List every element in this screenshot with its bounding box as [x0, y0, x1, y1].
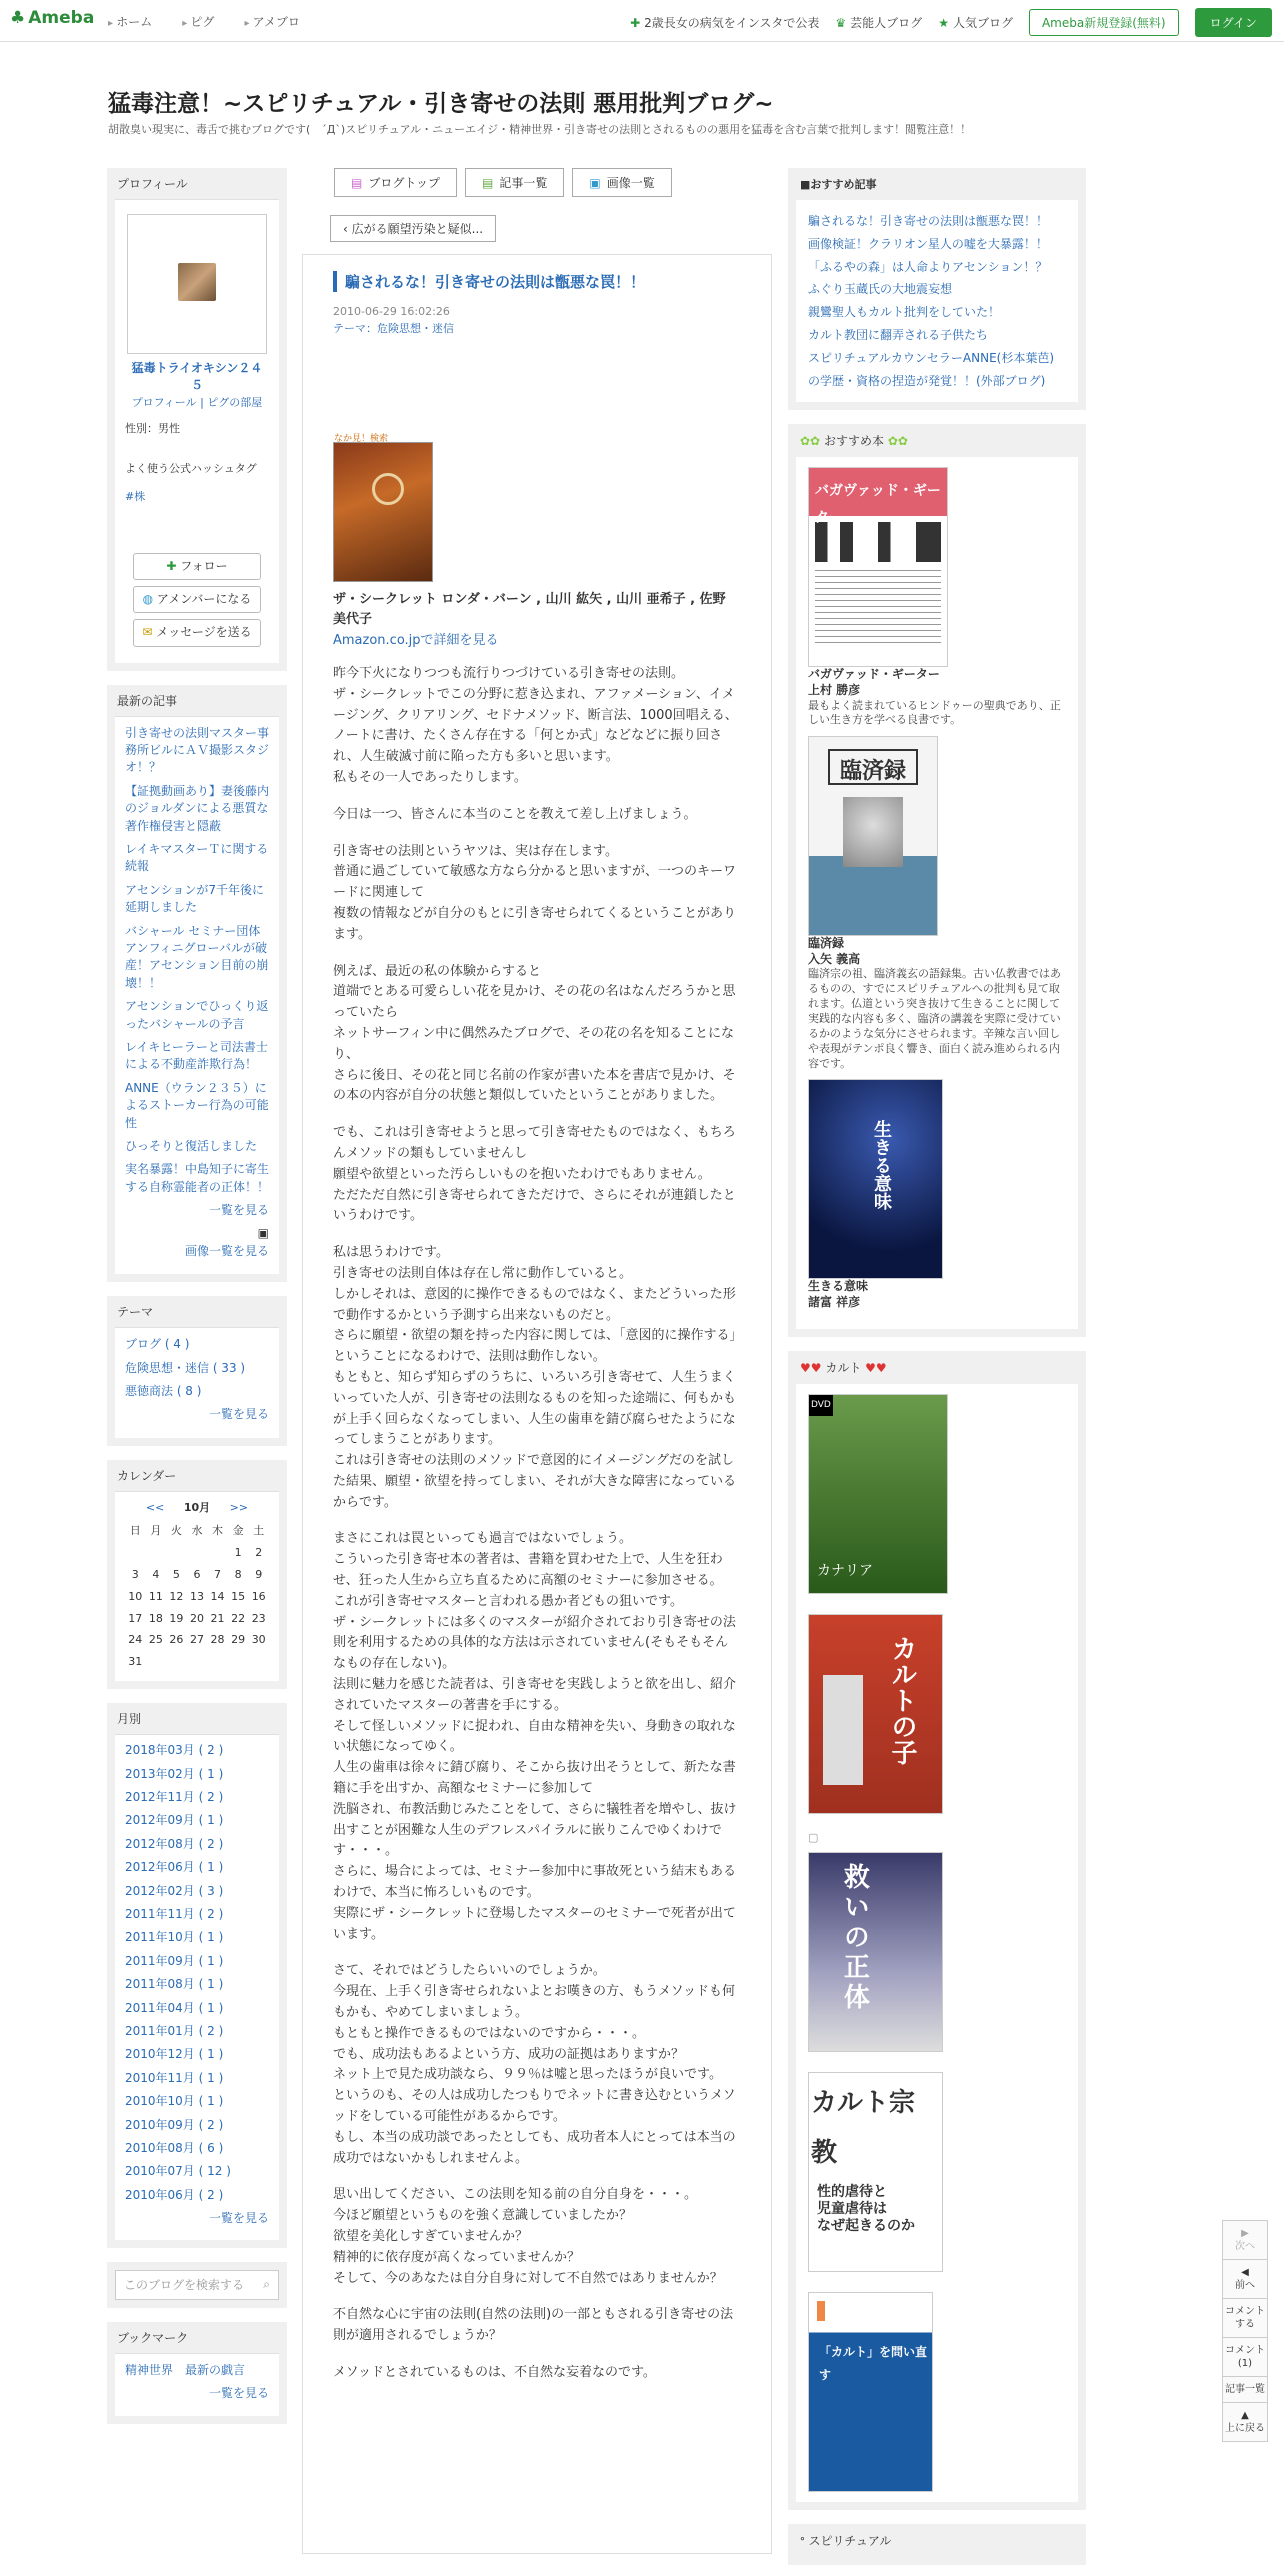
- calendar-day: [207, 1542, 228, 1564]
- theme-link[interactable]: 悪徳商法 ( 8 ): [125, 1384, 202, 1399]
- theme-more-link[interactable]: 一覧を見る: [208, 1407, 269, 1422]
- book-item: [808, 467, 1066, 728]
- calendar-day: 12: [169, 1589, 184, 1603]
- article-paragraph: でも、これは引き寄せようと思って引き寄せたものではなく、もちろんメソッドの類もしていませんし 願望や欲望といった汚らしいものを抱いたわけでもありません。 ただただ自然に引き寄せられてきただけで、さらにそれが連鎖したというわけです。: [333, 1125, 736, 1224]
- recent-more-wrap: [125, 1202, 269, 1219]
- monthly-archive-link[interactable]: 2013年02月 ( 1 ): [125, 1766, 224, 1781]
- calendar-weekday: 木: [212, 1523, 224, 1537]
- recommend-box: [788, 168, 1086, 410]
- article-body: [333, 664, 741, 2384]
- calendar-day: 28: [210, 1633, 225, 1647]
- bookmark-link[interactable]: 精神世界 最新の戯言: [125, 2362, 246, 2377]
- cult-heading: ♥♥ カルト ♥♥: [800, 1360, 887, 1375]
- calendar-day: 30: [251, 1633, 266, 1647]
- recommend-heading: ■おすすめ記事: [800, 178, 877, 191]
- monthly-archive-link[interactable]: 2011年08月 ( 1 ): [125, 1977, 224, 1992]
- theme-link[interactable]: ブログ ( 4 ): [125, 1337, 190, 1352]
- calendar-weekday: 水: [191, 1523, 203, 1537]
- cult-box: [788, 1351, 1086, 2511]
- recommended-article-link[interactable]: ふぐり玉蔵氏の大地震妄想: [808, 282, 953, 297]
- calendar-day: [228, 1651, 249, 1673]
- calendar-prev[interactable]: <<: [145, 1500, 165, 1514]
- monthly-archive-link[interactable]: 2012年09月 ( 1 ): [125, 1813, 224, 1828]
- recent-article-link[interactable]: バシャール セミナー団体アンフィニグローバルが破産！アセンション目前の崩壊！！: [125, 923, 269, 990]
- popular-blog-link[interactable]: ★ 人気ブログ: [938, 15, 1013, 30]
- tab-blog-top[interactable]: ▤ ブログトップ: [334, 168, 457, 197]
- cat-photo: [178, 263, 216, 301]
- calendar-day: [207, 1651, 228, 1673]
- image-more-wrap: [125, 1225, 269, 1260]
- theme-list: [115, 1328, 279, 1438]
- books-heading: ✿✿ おすすめ本 ✿✿: [800, 434, 908, 449]
- profile-heading: プロフィール: [115, 168, 279, 200]
- cult-cover-kodomo[interactable]: カルトの子: [808, 1614, 943, 1814]
- monthly-box: [107, 1703, 287, 2247]
- calendar-weekday: 火: [170, 1523, 182, 1537]
- monthly-archive-link[interactable]: 2011年01月 ( 2 ): [125, 2024, 224, 2038]
- monthly-more-wrap: [125, 2211, 269, 2225]
- crown-icon: ♛: [835, 15, 847, 30]
- calendar-weekday: 金: [232, 1523, 244, 1537]
- theme-box: [107, 1296, 287, 1446]
- calendar-day: 1: [234, 1545, 242, 1559]
- calendar-day: 16: [251, 1589, 266, 1603]
- book-cover-gita[interactable]: バガヴァッド・ギーター: [808, 467, 948, 667]
- cult-cover-sukui[interactable]: 救いの正体: [808, 1852, 943, 2052]
- tab-image-list[interactable]: ▣ 画像一覧: [572, 168, 671, 197]
- calendar-day: [146, 1542, 167, 1564]
- calendar-day: 21: [210, 1611, 225, 1625]
- calendar-day: 15: [231, 1589, 246, 1603]
- article-date: 2010-06-29 16:02:26: [333, 305, 450, 318]
- recommended-article-link[interactable]: スピリチュアルカウンセラーANNE(杉本葉芭): [808, 350, 1055, 365]
- bookmark-more[interactable]: 一覧を見る: [208, 2385, 269, 2400]
- chevron-left-icon: ‹: [343, 222, 352, 236]
- recommended-article-link[interactable]: 騙されるな！引き寄せの法則は甑悪な罠！！: [808, 214, 1049, 228]
- calendar-day: 3: [131, 1567, 139, 1581]
- article-paragraph: 不自然な心に宇宙の法則(自然の法則)の一部ともされる引き寄せの法則が適用されるでしょうか？: [333, 2307, 734, 2344]
- image-list-icon: ▣: [257, 1226, 269, 1241]
- ameba-logo[interactable]: ♣ Ameba: [10, 8, 95, 28]
- calendar-day: [146, 1651, 167, 1673]
- article-paragraph: 引き寄せの法則というヤツは、実は存在します。 普通に過ごしていて敏感な方なら分かると思いますが、一つのキーワードに関連して 複数の情報などが自分のもとに引き寄せられてくるということがあります。: [333, 843, 737, 942]
- mail-icon: ✉: [142, 625, 157, 640]
- monthly-archive-link[interactable]: 2010年10月 ( 1 ): [125, 2094, 224, 2109]
- recommended-article-link[interactable]: 画像検証！クラリオン星人の嘘を大暴露！！: [808, 236, 1048, 251]
- recent-article-link[interactable]: レイキヒーラーと司法書士による不動産詐欺行為！: [125, 1039, 268, 1072]
- theme-link[interactable]: 危険思想・迷信 ( 33 ): [125, 1360, 246, 1375]
- spiritual-heading: ᐤ スピリチュアル: [800, 2534, 892, 2549]
- amember-button[interactable]: ◍ アメンバーになる: [133, 586, 261, 613]
- calendar-day: [166, 1651, 187, 1673]
- article-paragraph: 私は思うわけです。 引き寄せの法則自体は存在し常に動作していると。 しかしそれは、意図的に操作できるものではなく、またどういった形で動作するかという予測すら出来ないものだと。 さらに願望・欲望の類を持った内容に関しては、「意図的に操作する」ということになるわけで、法則は動作しない。 もともと、知らず知らずのうちに、いろいろ引き寄せて、人生うまくいっていた人が、引き寄せの法則なるものを知った途端に、何もかもが上手く回らなくなってしまい、人生の歯車を錆び腐らせたようになってしまうことがあります。 これは引き寄せの法則のメソッドで意図的にイメージングだのを試した結果、願望・欲望を持ってしまい、それが大きな障害になっているからです。: [333, 1245, 737, 1510]
- hashtag-label: よく使う公式ハッシュタグ: [125, 461, 257, 475]
- book-item: [808, 736, 1066, 1071]
- monthly-archive-link[interactable]: 2010年12月 ( 1 ): [125, 2047, 224, 2062]
- tab-article-list[interactable]: ▤ 記事一覧: [465, 168, 564, 197]
- profile-links[interactable]: プロフィール | ピグの部屋: [131, 395, 263, 409]
- calendar-day: 10: [128, 1589, 143, 1603]
- calendar-day: [187, 1542, 208, 1564]
- leaf-icon: ✿✿: [800, 434, 824, 449]
- calendar-day: 5: [172, 1567, 180, 1581]
- book-desc-rinzai: 臨済宗の祖、臨済義玄の語録集。古い仏教書ではあるものの、すでにスピリチュアルへの批判も見て取れます。仏道という突き抜けて生きることに関して実践的な内容も多く、臨済の講義を実際に受けているかのような気分にさせられます。辛辣な言い回しや表現がテンポ良く響き、面白く読み進められる内容です。: [808, 967, 1061, 1070]
- recent-heading: 最新の記事: [115, 685, 279, 717]
- global-header: [0, 0, 1284, 42]
- calendar-month: 10月: [183, 1500, 211, 1514]
- calendar-day: 17: [128, 1611, 143, 1625]
- prev-button[interactable]: ◀ 前へ: [1223, 2260, 1267, 2299]
- nav-home[interactable]: ▸ ホーム: [108, 13, 152, 30]
- message-button[interactable]: ✉ メッセージを送る: [133, 619, 261, 646]
- search-box: [107, 2262, 287, 2308]
- chat-icon: ◍: [142, 591, 157, 606]
- book-cover[interactable]: [333, 434, 433, 582]
- article-paragraph: まさにこれは罠といっても過言ではないでしょう。 こういった引き寄せ本の著者は、書籍を買わせた上で、人生を狂わせ、狂った人生から立ち直るために高額のセミナーに参加させる。 これが引き寄せマスターと言われる愚か者どもの狙いです。 ザ・シークレットには多くのマスターが紹介されており引き寄せの法則を利用するための具体的な方法は示されていません(そもそもそんなもの存在しない)。 法則に魅力を感じた読者は、引き寄せを実践しようと欲を出し、紹介されていたマスターの著書を手にする。 そして怪しいメソッドに捉われ、自由な精神を失い、身動きの取れない状態になってゆく。 人生の歯車は徐々に錆び腐り、そこから抜け出そうとして、新たな書籍に手を出すか、高額なセミナーに参加して 洗脳され、布教活動じみたことをして、さらに犠牲者を増やし、抜け出すことが困難な人生のデフレスパイラルに嵌りこんでゆくわけです・・・。 さらに、場合によっては、セミナー参加中に事故死という結末もあるわけで、本当に怖ろしいものです。 実際にザ・シークレットに登場したマスターのセミナーで死者が出ています。: [333, 1531, 737, 1942]
- recent-article-link[interactable]: アセンションが7千年後に延期しました: [125, 882, 264, 915]
- article: [302, 254, 772, 2554]
- monthly-archive-link[interactable]: 2011年11月 ( 2 ): [125, 1907, 224, 1922]
- monthly-archive-link[interactable]: 2012年06月 ( 1 ): [125, 1860, 224, 1875]
- pin-icon: ♥♥: [800, 1360, 826, 1375]
- calendar-day: 24: [128, 1633, 143, 1647]
- theme-heading: テーマ: [115, 1296, 279, 1328]
- monthly-archive-link[interactable]: 2011年10月 ( 1 ): [125, 1930, 224, 1945]
- books-box: [788, 424, 1086, 1336]
- book-cover-ikiru[interactable]: 生きる意味: [808, 1079, 943, 1279]
- calendar-day: 19: [169, 1611, 184, 1625]
- star-icon: ★: [938, 15, 949, 30]
- recommended-article-link[interactable]: 「ふるやの森」は人命よりアセンション！？: [808, 259, 1048, 274]
- monthly-archive-link[interactable]: 2010年08月 ( 6 ): [125, 2140, 224, 2155]
- avatar[interactable]: [127, 214, 267, 354]
- global-nav: [108, 13, 300, 30]
- amazon-link[interactable]: Amazon.co.jpで詳細を見る: [333, 633, 499, 648]
- calendar-weekday: 日: [129, 1523, 141, 1537]
- comment-button[interactable]: コメントする: [1223, 2299, 1267, 2338]
- recommended-article-link[interactable]: 親鸞聖人もカルト批判をしていた！: [808, 305, 1001, 320]
- calendar-day: 18: [148, 1611, 163, 1625]
- article-paragraph: 昨今下火になりつつも流行りつづけている引き寄せの法則。 ザ・シークレットでこの分野に惹き込まれ、アファメーション、イメージング、クリアリング、セドナメソッド、断言法、1000回唱える、ノートに書け、たくさん存在する「何とか式」などなどに振り回され、人生破滅寸前に陥った方も多いと思います。 私もその一人であったりします。: [333, 666, 738, 785]
- book-item: [808, 1079, 1066, 1310]
- list-icon: ▤: [481, 175, 494, 190]
- book-desc-gita: 最もよく読まれているヒンドゥーの聖典であり、正しい生き方を学べる良書です。: [808, 698, 1061, 727]
- monthly-archive-link[interactable]: 2012年08月 ( 2 ): [125, 1836, 224, 1851]
- monthly-archive-link[interactable]: 2011年04月 ( 1 ): [125, 2000, 224, 2015]
- recommended-article-link[interactable]: カルト教団に翻弄される子供たち: [808, 327, 989, 342]
- nav-pigg[interactable]: ▸ ピグ: [182, 13, 214, 30]
- calendar-day: [248, 1651, 269, 1673]
- calendar-day: 14: [210, 1589, 225, 1603]
- halo-icon: ᐤ: [800, 2534, 809, 2549]
- calendar-day: 31: [128, 1655, 143, 1669]
- spiritual-box: [788, 2524, 1086, 2565]
- calendar-day: 6: [193, 1567, 201, 1581]
- login-button[interactable]: ログイン: [1195, 8, 1272, 37]
- article-theme[interactable]: テーマ：危険思想・迷信: [333, 321, 454, 335]
- bookmark-heading: ブックマーク: [115, 2322, 279, 2354]
- comment-count-link[interactable]: コメント(1): [1223, 2338, 1267, 2377]
- calendar-day: 8: [234, 1567, 242, 1581]
- plus-icon: ✚: [630, 15, 641, 30]
- recent-more-link[interactable]: 一覧を見る: [208, 1203, 269, 1218]
- book-title-gita[interactable]: バガヴァッド・ギーター 上村 勝彦: [808, 667, 940, 697]
- profile-box: [107, 168, 287, 671]
- monthly-heading: 月別: [115, 1703, 279, 1735]
- calendar-day: 23: [251, 1611, 266, 1625]
- profile-gender: 性別：男性: [125, 421, 180, 435]
- monthly-archive-link[interactable]: 2012年02月 ( 3 ): [125, 1883, 224, 1898]
- monthly-archive-link[interactable]: 2018年03月 ( 2 ): [125, 1743, 224, 1758]
- cult-cover-canaria[interactable]: カナリア DVD: [808, 1394, 948, 1594]
- book-title-rinzai[interactable]: 臨済録 入矢 義高: [808, 936, 861, 966]
- calendar-day: 27: [189, 1633, 204, 1647]
- monthly-archive-link[interactable]: 2012年11月 ( 2 ): [125, 1790, 224, 1805]
- follow-button[interactable]: ✚ フォロー: [133, 553, 261, 580]
- calendar-day: 7: [214, 1567, 222, 1581]
- calendar-day: [187, 1651, 208, 1673]
- calendar-day: 11: [148, 1589, 163, 1603]
- calendar-day: 2: [255, 1545, 263, 1559]
- ameba-logo-icon: ♣: [10, 8, 26, 28]
- book-title-ikiru[interactable]: 生きる意味 諸富 祥彦: [808, 1279, 869, 1309]
- leaf-icon: ✿✿: [884, 434, 908, 449]
- bookmark-box: [107, 2322, 287, 2425]
- celebrity-blog-link[interactable]: ♛ 芸能人ブログ: [835, 15, 923, 30]
- next-button[interactable]: ▶ 次へ: [1223, 2221, 1267, 2260]
- recent-article-link[interactable]: 実名暴露！中島知子に寄生する自称霊能者の正体！！: [125, 1162, 270, 1194]
- calendar-day: 25: [148, 1633, 163, 1647]
- look-inside-badge: なか見！検索: [334, 434, 389, 444]
- broken-image-icon: ▢: [808, 1830, 819, 1844]
- theme-more-wrap: [125, 1406, 269, 1423]
- hashtag-link[interactable]: #株: [125, 489, 146, 503]
- monthly-archive-link[interactable]: 2010年07月 ( 12 ): [125, 2164, 231, 2179]
- article-paragraph: 今日は一つ、皆さんに本当のことを教えて差し上げましょう。: [333, 806, 697, 822]
- calendar-day: 29: [231, 1633, 246, 1647]
- calendar-day: 4: [152, 1567, 160, 1581]
- profile-name[interactable]: 猛毒トライオキシン２４５: [131, 361, 263, 393]
- calendar-weekday: 土: [253, 1523, 265, 1537]
- recent-article-link[interactable]: 【証拠動画あり】妻後藤内のジョルダンによる悪質な著作権侵害と隠蔽: [125, 783, 270, 833]
- calendar-box: [107, 1460, 287, 1690]
- book-title: ザ・シークレット ロンダ・バーン , 山川 紘矢 , 山川 亜希子 , 佐野 美代子: [333, 592, 726, 627]
- calendar-day: 22: [231, 1611, 246, 1625]
- calendar-day: 26: [169, 1633, 184, 1647]
- prev-article-button[interactable]: ‹ 広がる願望汚染と疑似...: [330, 215, 496, 242]
- recent-list: [115, 717, 279, 1275]
- recent-article-link[interactable]: 引き寄せの法則マスター事務所ビルにＡＶ撮影スタジオ！？: [125, 725, 270, 775]
- calendar-day: [166, 1542, 187, 1564]
- calendar-next[interactable]: >>: [229, 1500, 249, 1514]
- recent-article-link[interactable]: レイキマスターＴに関する続報: [125, 842, 269, 874]
- article-list-button[interactable]: 記事一覧: [1223, 2377, 1267, 2403]
- cult-cover-toinaosu[interactable]: 「カルト」を問い直す: [808, 2292, 933, 2492]
- calendar-day: 20: [189, 1611, 204, 1625]
- blog-description: 胡散臭い現実に、毒舌で挑むブログです( ´Д`)スピリチュアル・ニューエイジ・精神世界・引き寄せの法則とされるものの悪用を猛毒を含む言葉で批判します！閲覧注意！！: [108, 123, 972, 136]
- recent-article-link[interactable]: アセンションでひっくり返ったバシャールの予言: [125, 999, 269, 1031]
- side-controls: [1222, 2220, 1268, 2442]
- calendar-weekday: 月: [150, 1523, 162, 1537]
- monthly-archive-link[interactable]: 2010年11月 ( 1 ): [125, 2070, 224, 2085]
- recommended-article-link[interactable]: の学歴・資格の捏造が発覚！！(外部ブログ): [808, 373, 1046, 388]
- calendar-heading: カレンダー: [115, 1460, 279, 1492]
- blog-search-input[interactable]: このブログを検索する ⌕: [115, 2270, 279, 2300]
- search-icon[interactable]: ⌕: [263, 2277, 270, 2292]
- recent-box: [107, 685, 287, 1283]
- calendar-day: 9: [255, 1567, 263, 1581]
- article-paragraph: 思い出してください、この法則を知る前の自分自身を・・・。 今ほど願望というものを強く意識していましたか？ 欲望を美化しすぎていませんか？ 精神的に依存度が高くなっていませんか？ そして、今のあなたは自分自身に対して不自然ではありませんか？: [333, 2187, 723, 2286]
- monthly-archive-link[interactable]: 2010年09月 ( 2 ): [125, 2117, 224, 2132]
- page-icon: ▤: [351, 175, 363, 190]
- plus-icon: ✚: [166, 558, 181, 573]
- monthly-more-link[interactable]: 一覧を見る: [208, 2211, 269, 2226]
- calendar-day: 13: [189, 1589, 204, 1603]
- calendar-day: [125, 1542, 146, 1564]
- monthly-list: [115, 1735, 279, 2239]
- calendar-table: [125, 1520, 269, 1674]
- image-icon: ▣: [589, 175, 601, 190]
- recent-article-link[interactable]: ひっそりと復活しました: [125, 1138, 258, 1153]
- nav-ameblo[interactable]: ▸ アメブロ: [244, 13, 299, 30]
- article-paragraph: メソッドとされているものは、不自然な妄着なのです。: [333, 2364, 656, 2380]
- recent-article-link[interactable]: ANNE（ウラン２３５）によるストーカー行為の可能性: [125, 1080, 269, 1130]
- article-paragraph: さて、それではどうしたらいいのでしょうか。 今現在、上手く引き寄せられないよとお嘆きの方、もうメソッドも何もかも、やめてしまいましょう。 もともと操作できるものではないのですから・・・。 でも、成功法もあるよという方、成功の証拠はありますか？ ネット上で見た成功談なら、９９％は嘘と思ったほうが良いです。 というのも、その人は成功したつもりでネットに書き込むというメソッドをしている可能性があるからです。 もし、本当の成功談であったとしても、成功者本人にとっては本当の成功ではないかもしれませんよ。: [333, 1963, 736, 2166]
- back-to-top-button[interactable]: ▲ 上に戻る: [1225, 2410, 1265, 2434]
- article-paragraph: 例えば、最近の私の体験からすると 道端でとある可愛らしい花を見かけ、その花の名はなんだろうかと思っていたら ネットサーフィン中に偶然みたブログで、その花の名を知ることになり、 さらに後日、その花と同じ名前の作家が書いた本を書店で見かけ、その本の内容が自分の状態と類似していたということがありました。: [333, 963, 736, 1104]
- book-cover-rinzai[interactable]: 臨済録: [808, 736, 938, 936]
- recommend-list: [796, 200, 1078, 402]
- cult-cover-shukyo[interactable]: カルト宗教 性的虐待と 児童虐待は なぜ起きるのか: [808, 2072, 943, 2272]
- blog-title[interactable]: 猛毒注意！~スピリチュアル・引き寄せの法則 悪用批判ブログ~: [108, 91, 774, 117]
- register-button[interactable]: Ameba新規登録(無料): [1029, 9, 1179, 36]
- pin-icon: ♥♥: [861, 1360, 887, 1375]
- monthly-archive-link[interactable]: 2011年09月 ( 1 ): [125, 1953, 224, 1968]
- image-more-link[interactable]: 画像一覧を見る: [184, 1243, 269, 1258]
- news-link[interactable]: ✚ 2歳長女の病気をインスタで公表: [630, 15, 820, 30]
- monthly-archive-link[interactable]: 2010年06月 ( 2 ): [125, 2187, 224, 2202]
- article-title[interactable]: 騙されるな！引き寄せの法則は甑悪な罠！！: [333, 271, 741, 292]
